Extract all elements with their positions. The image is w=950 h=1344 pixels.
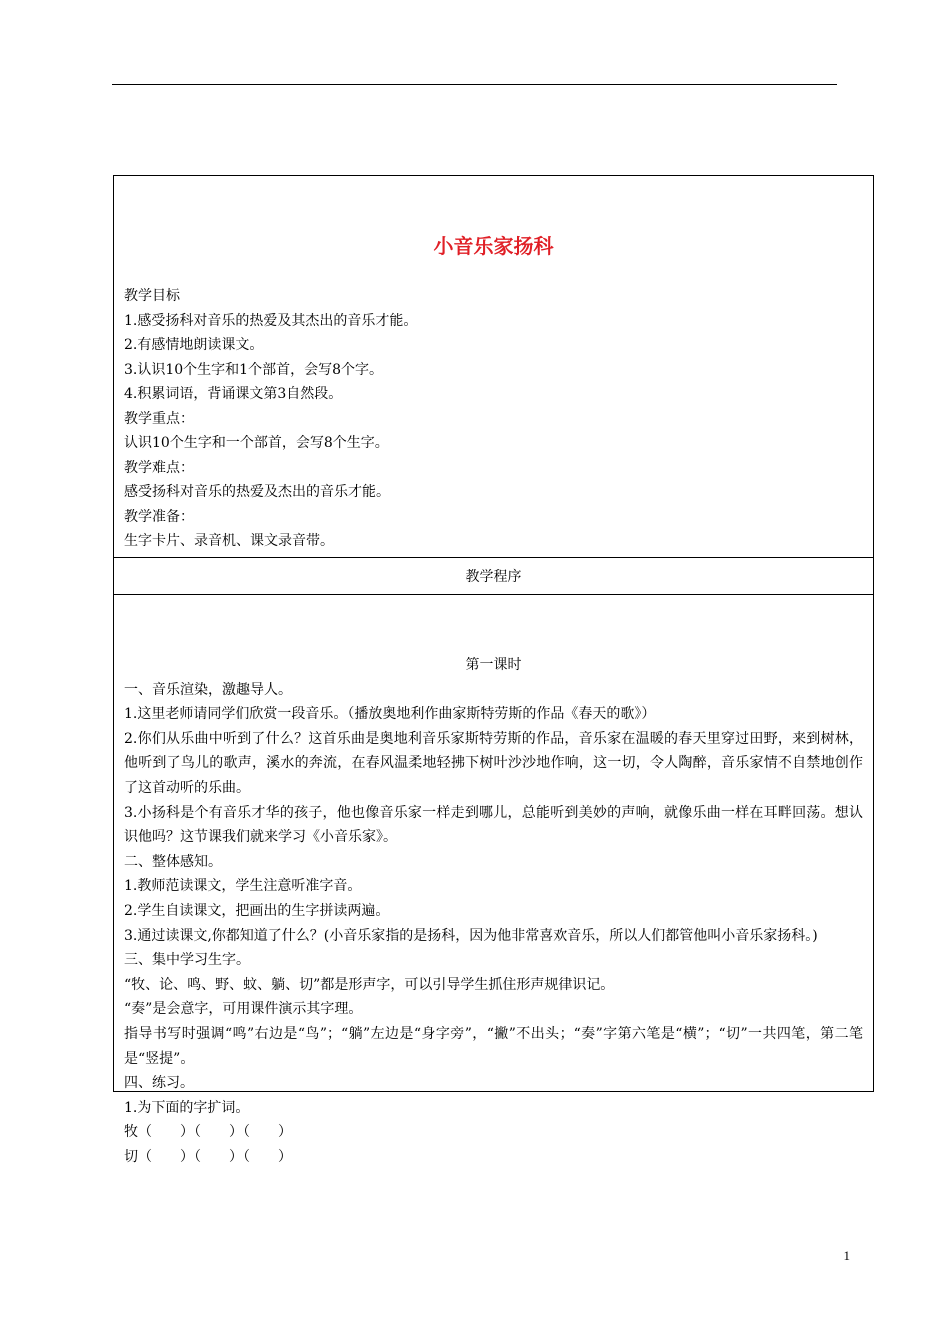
objective-line: 教学目标 — [124, 288, 180, 304]
body-paragraph: 二、整体感知。 — [124, 853, 222, 870]
objective-line: 1.感受扬科对音乐的热爱及其杰出的音乐才能。 — [124, 312, 418, 329]
objectives-cell — [114, 176, 873, 558]
objective-line: 认识10个生字和一个部首，会写8个生字。 — [124, 435, 389, 451]
procedure-header-cell — [114, 558, 873, 595]
body-paragraph: 2.你们从乐曲中听到了什么？这首乐曲是奥地利音乐家斯特劳斯的作品，音乐家在温暖的春天里穿过田野，来到树林，他听到了鸟儿的歌声，溪水的奔流，在春风温柔地轻拂下树叶沙沙地作响，这一切，令人陶醉，音乐家情不自禁地创作了这首动听的乐曲。 — [124, 730, 863, 796]
body-paragraph: 2.学生自读课文，把画出的生字拼读两遍。 — [124, 902, 390, 919]
objective-line: 教学难点： — [124, 459, 194, 476]
procedure-header: 教学程序 — [465, 569, 522, 585]
objectives-list — [124, 284, 863, 554]
objective-line: 感受扬科对音乐的热爱及杰出的音乐才能。 — [124, 484, 390, 500]
procedure-body — [124, 595, 863, 1169]
body-paragraph: 1.这里老师请同学们欣赏一段音乐。（播放奥地利作曲家斯特劳斯的作品《春天的歌》） — [124, 706, 656, 723]
objective-line: 4.积累词语，背诵课文第3自然段。 — [124, 386, 343, 402]
objective-line: 教学准备： — [124, 508, 194, 525]
objective-line: 2.有感情地朗读课文。 — [124, 337, 264, 353]
body-paragraph: 3.小扬科是个有音乐才华的孩子，他也像音乐家一样走到哪儿，总能听到美妙的声响，就像乐曲一样在耳畔回荡。想认识他吗？这节课我们就来学习《小音乐家》。 — [124, 804, 863, 846]
body-paragraph: 3.通过读课文,你都知道了什么？(小音乐家指的是扬科，因为他非常喜欢音乐，所以人们都管他叫小音乐家扬科。) — [124, 927, 818, 944]
body-paragraph: 四、练习。 — [124, 1075, 194, 1092]
body-paragraph: “奏”是会意字，可用课件演示其字理。 — [124, 1001, 363, 1018]
header-rule — [112, 84, 837, 85]
body-paragraph: “牧、论、鸣、野、蚊、躺、切”都是形声字，可以引导学生抓住形声规律识记。 — [124, 976, 615, 993]
objective-line: 生字卡片、录音机、课文录音带。 — [124, 533, 334, 549]
body-paragraph: 牧（ ）（ ）（ ） — [124, 1124, 292, 1141]
objective-line: 3.认识10个生字和1个部首，会写8个字。 — [124, 361, 383, 378]
objective-line: 教学重点： — [124, 410, 194, 427]
page-number: 1 — [843, 1248, 850, 1263]
lesson-plan-table — [113, 175, 874, 1165]
body-paragraph: 一、音乐渲染，激趣导人。 — [124, 681, 292, 698]
body-paragraph: 切（ ）（ ）（ ） — [124, 1148, 292, 1165]
body-paragraph: 1.教师范读课文，学生注意听准字音。 — [124, 878, 362, 895]
document-title: 小音乐家扬科 — [433, 234, 554, 258]
body-paragraph: 三、集中学习生字。 — [124, 952, 250, 969]
procedure-cell — [114, 595, 873, 1165]
lesson-title: 第一课时 — [465, 657, 522, 673]
body-paragraph: 1.为下面的字扩词。 — [124, 1099, 250, 1116]
body-paragraph: 指导书写时强调“鸣”右边是“鸟”；“躺”左边是“身字旁”，“撇”不出头；“奏”字第六笔是“横”；“切”一共四笔，第二笔是“竖提”。 — [124, 1025, 863, 1067]
